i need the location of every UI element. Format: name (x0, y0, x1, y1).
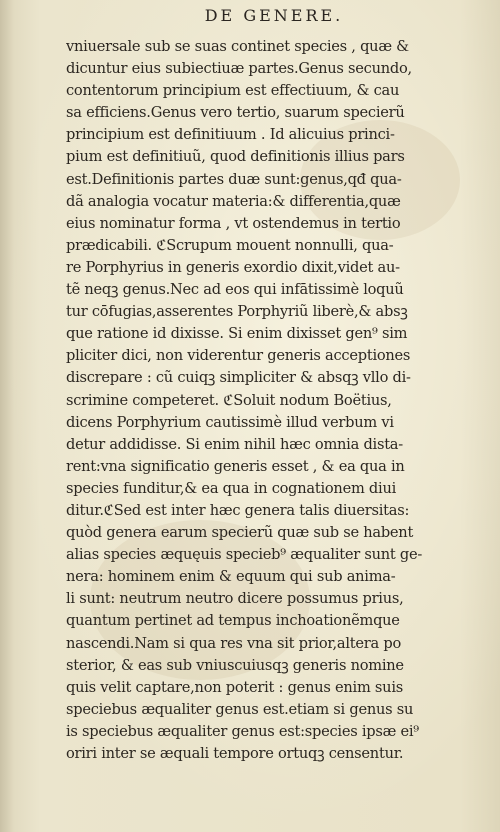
text-line: oriri inter se æquali tempore ortuqꝫ censentur. (66, 745, 404, 762)
text-line: nera: hominem enim & equum qui sub anima- (66, 568, 396, 586)
text-line: est.Definitionis partes duæ sunt:genus,qđ qua- (66, 170, 402, 188)
text-line: speciebus æqualiter genus est.etiam si genus su (66, 700, 414, 718)
running-head: DE GENERE. (204, 6, 344, 25)
text-line: dicuntur eius subiectiuæ partes.Genus secundo, (66, 60, 412, 78)
text-line: species funditur,& ea qua in cognationem diui (66, 479, 397, 497)
text-line: sa efficiens.Genus vero tertio, suarum specierũ (66, 104, 405, 122)
text-line: scrimine competeret. ℭSoluit nodum Boëtius, (66, 391, 392, 409)
text-line: tẽ neqꝫ genus.Nec ad eos qui infātissimè loquũ (66, 281, 404, 299)
text-line: li sunt: neutrum neutro dicere possumus prius, (66, 590, 404, 608)
text-line: dicens Porphyrium cautissimè illud verbum vi (66, 413, 394, 431)
text-line: que ratione id dixisse. Si enim dixisset gen⁹ sim (66, 325, 408, 343)
text-line: discrepare : cũ cuiqꝫ simpliciter & absqꝫ vllo di- (66, 369, 411, 387)
text-line: quis velit captare,non poterit : genus enim suis (66, 678, 403, 696)
text-line: vniuersale sub se suas continet species , quæ & (66, 38, 409, 55)
text-line: quòd genera earum specierũ quæ sub se habent (66, 524, 414, 542)
body-text (66, 36, 486, 765)
text-line: prædicabili. ℭScrupum mouent nonnulli, qua- (66, 236, 394, 254)
text-line: pium est definitiuũ, quod definitionis illius pars (66, 148, 405, 166)
text-line: is speciebus æqualiter genus est:species ipsæ ei⁹ (66, 722, 419, 740)
text-line: sterior, & eas sub vniuscuiusqꝫ generis nomine (66, 656, 404, 674)
text-line: tur cōfugias,asserentes Porphyriũ liberè,& absꝫ (66, 303, 408, 321)
text-line: rent:vna significatio generis esset , & ea qua in (66, 457, 405, 475)
text-line: contentorum principium est effectiuum, & cau (66, 82, 400, 100)
text-line: principium est definitiuum . Id alicuius princi- (66, 126, 395, 144)
text-line: eius nominatur forma , vt ostendemus in tertio (66, 214, 401, 232)
text-line: ditur.ℭSed est inter hæc genera talis diuersitas: (66, 501, 410, 519)
text-line: nascendi.Nam si qua res vna sit prior,altera po (66, 634, 402, 652)
text-line: alias species æquęuis specieb⁹ æqualiter sunt ge- (66, 546, 423, 564)
text-line: re Porphyrius in generis exordio dixit,videt au- (66, 258, 400, 276)
text-line: quantum pertinet ad tempus inchoationẽmque (66, 612, 400, 630)
text-line: pliciter dici, non viderentur generis acceptiones (66, 347, 411, 365)
text-line: detur addidisse. Si enim nihil hæc omnia dista- (66, 435, 403, 453)
text-line: dã analogia vocatur materia:& differentia,quæ (66, 192, 401, 210)
